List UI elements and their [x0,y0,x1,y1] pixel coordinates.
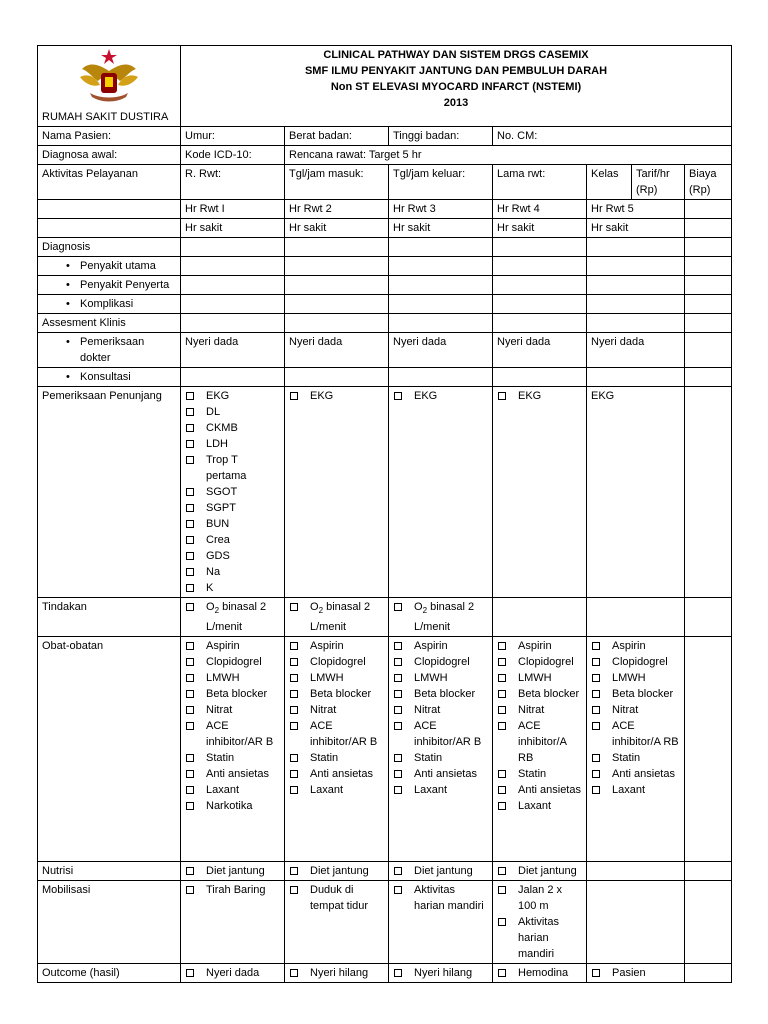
checkbox-narkotika-day1[interactable]: Narkotika [185,798,280,814]
biaya-label[interactable]: Biaya (Rp) [685,165,732,200]
hari-sakit-row [38,219,732,238]
hari-rawat-row [38,200,732,219]
checkbox-beta-blocker-day5[interactable]: Beta blocker [591,686,680,702]
checkbox-o2-day3[interactable]: $O_2$ binasal 2 L/menit [393,599,488,635]
checkbox-nitrat-day1[interactable]: Nitrat [185,702,280,718]
checkbox-jalan[interactable]: Jalan 2 x 100 m [497,882,582,914]
empty-cell [685,219,732,238]
tgl-keluar-label[interactable]: Tgl/jam keluar: [389,165,493,200]
obat-day5 [587,637,685,862]
nama-pasien-label[interactable]: Nama Pasien: [38,127,181,146]
hari-rawat-2: Hr Rwt 2 [285,200,389,219]
obat-day4 [493,637,587,862]
checkbox-lmwh-day1[interactable]: LMWH [185,670,280,686]
document-title [181,46,732,127]
obat-row [38,637,732,862]
checkbox-aspirin-day3[interactable]: Aspirin [393,638,488,654]
checkbox-nitrat-day2[interactable]: Nitrat [289,702,384,718]
umur-label[interactable]: Umur: [181,127,285,146]
hari-rawat-5: Hr Rwt 5 [587,200,685,219]
checkbox-beta-blocker-day4[interactable]: Beta blocker [497,686,582,702]
checkbox-outcome-day1[interactable]: Nyeri dada [185,965,280,981]
komplikasi-row [38,295,732,314]
checkbox-nitrat-day3[interactable]: Nitrat [393,702,488,718]
hari-rawat-1: Hr Rwt I [181,200,285,219]
title-line-1: CLINICAL PATHWAY DAN SISTEM DRGS CASEMIX [323,49,589,61]
checkbox-outcome-day2[interactable]: Nyeri hilang [289,965,384,981]
penyakit-utama-item: • Penyakit utama [54,258,176,274]
checkbox-diet-day2[interactable]: Diet jantung [289,863,384,879]
checkbox-ckmb[interactable]: CKMB [185,420,280,436]
checkbox-clopidogrel-day1[interactable]: Clopidogrel [185,654,280,670]
checkbox-k[interactable]: K [185,580,280,596]
no-cm-label[interactable]: No. CM: [493,127,732,146]
checkbox-trop-t[interactable]: Trop T pertama [185,452,280,484]
empty-cell [685,200,732,219]
checkbox-o2-day2[interactable]: $O_2$ binasal 2 L/menit [289,599,384,635]
checkbox-anti-ansietas-day1[interactable]: Anti ansietas [185,766,280,782]
diagnosis-row [38,238,732,257]
checkbox-ekg-day4[interactable]: EKG [497,388,582,404]
checkbox-diet-day3[interactable]: Diet jantung [393,863,488,879]
nyeri-dada-day4: Nyeri dada [493,333,587,368]
aktivitas-row [38,165,732,200]
checkbox-aspirin-day5[interactable]: Aspirin [591,638,680,654]
checkbox-beta-blocker-day2[interactable]: Beta blocker [289,686,384,702]
patient-row [38,127,732,146]
ruang-rawat-label[interactable]: R. Rwt: [181,165,285,200]
penyakit-penyerta-item: • Penyakit Penyerta [54,277,176,293]
checkbox-lmwh-day2[interactable]: LMWH [289,670,384,686]
checkbox-clopidogrel-day5[interactable]: Clopidogrel [591,654,680,670]
checkbox-lmwh-day5[interactable]: LMWH [591,670,680,686]
checkbox-gds[interactable]: GDS [185,548,280,564]
mobilisasi-row [38,881,732,964]
checkbox-beta-blocker-day1[interactable]: Beta blocker [185,686,280,702]
checkbox-ace-day5[interactable]: ACE inhibitor/A RB [591,718,680,750]
checkbox-anti-ansietas-day3[interactable]: Anti ansietas [393,766,488,782]
checkbox-aspirin-day2[interactable]: Aspirin [289,638,384,654]
checkbox-laxant-day1[interactable]: Laxant [185,782,280,798]
nyeri-dada-day5: Nyeri dada [587,333,685,368]
checkbox-outcome-day5[interactable]: Pasien [591,965,680,981]
checkbox-statin-day4[interactable]: Statin [497,766,582,782]
obat-day2 [285,637,389,862]
checkbox-nitrat-day4[interactable]: Nitrat [497,702,582,718]
pemeriksaan-dokter-item: • Pemeriksaan dokter [54,334,176,366]
checkbox-ace-day2[interactable]: ACE inhibitor/AR B [289,718,384,750]
checkbox-laxant-day5[interactable]: Laxant [591,782,680,798]
penyakit-penyerta-row [38,276,732,295]
logo-cell [38,46,181,127]
obat-day3 [389,637,493,862]
checkbox-lmwh-day4[interactable]: LMWH [497,670,582,686]
checkbox-ace-day1[interactable]: ACE inhibitor/AR B [185,718,280,750]
checkbox-beta-blocker-day3[interactable]: Beta blocker [393,686,488,702]
checkbox-diet-day1[interactable]: Diet jantung [185,863,280,879]
empty-cell [38,200,181,219]
nutrisi-row [38,862,732,881]
penunjang-day1 [181,387,285,598]
penunjang-label: Pemeriksaan Penunjang [38,387,181,598]
nutrisi-label: Nutrisi [38,862,181,881]
checkbox-na[interactable]: Na [185,564,280,580]
checkbox-aspirin-day4[interactable]: Aspirin [497,638,582,654]
checkbox-diet-day4[interactable]: Diet jantung [497,863,582,879]
diagnosis-label: Diagnosis [38,238,181,257]
checkbox-lmwh-day3[interactable]: LMWH [393,670,488,686]
kelas-label[interactable]: Kelas [587,165,632,200]
checkbox-ekg-day2[interactable]: EKG [289,388,384,404]
checkbox-sgot[interactable]: SGOT [185,484,280,500]
clinical-pathway-table [37,45,732,983]
checkbox-clopidogrel-day2[interactable]: Clopidogrel [289,654,384,670]
outcome-row [38,964,732,983]
pemeriksaan-dokter-row [38,333,732,368]
aktivitas-label: Aktivitas Pelayanan [38,165,181,200]
rencana-rawat-label[interactable]: Rencana rawat: Target 5 hr [285,146,732,165]
outcome-label: Outcome (hasil) [38,964,181,983]
checkbox-anti-ansietas-day2[interactable]: Anti ansietas [289,766,384,782]
checkbox-nitrat-day5[interactable]: Nitrat [591,702,680,718]
title-line-3: Non ST ELEVASI MYOCARD INFARCT (NSTEMI) [330,81,582,93]
checkbox-aktivitas-day4[interactable]: Aktivitas harian mandiri [497,914,582,962]
checkbox-crea[interactable]: Crea [185,532,280,548]
nyeri-dada-day1: Nyeri dada [181,333,285,368]
checkbox-outcome-day4[interactable]: Hemodina [497,965,582,981]
tarif-label[interactable]: Tarif/hr (Rp) [632,165,685,200]
checkbox-anti-ansietas-day4[interactable]: Anti ansietas [497,782,582,798]
checkbox-o2-day1[interactable]: $O_2$ binasal 2 L/menit [185,599,280,635]
hari-sakit-3: Hr sakit [389,219,493,238]
diagnosa-awal-row [38,146,732,165]
checkbox-clopidogrel-day3[interactable]: Clopidogrel [393,654,488,670]
checkbox-laxant-day3[interactable]: Laxant [393,782,488,798]
checkbox-dl[interactable]: DL [185,404,280,420]
checkbox-statin-day2[interactable]: Statin [289,750,384,766]
checkbox-laxant-day2[interactable]: Laxant [289,782,384,798]
hari-sakit-2: Hr sakit [285,219,389,238]
hari-sakit-1: Hr sakit [181,219,285,238]
assesment-label: Assesment Klinis [38,314,181,333]
tgl-masuk-label[interactable]: Tgl/jam masuk: [285,165,389,200]
checkbox-sgpt[interactable]: SGPT [185,500,280,516]
checkbox-clopidogrel-day4[interactable]: Clopidogrel [497,654,582,670]
penyakit-utama-row [38,257,732,276]
hospital-emblem-icon [76,47,142,105]
checkbox-outcome-day3[interactable]: Nyeri hilang [393,965,488,981]
obat-label: Obat-obatan [38,637,181,862]
empty-cell [38,219,181,238]
hospital-name: RUMAH SAKIT DUSTIRA [42,111,169,123]
nyeri-dada-day2: Nyeri dada [285,333,389,368]
title-line-2: SMF ILMU PENYAKIT JANTUNG DAN PEMBULUH DARAH [304,65,608,77]
konsultasi-row [38,368,732,387]
title-line-4: 2013 [443,97,469,109]
ekg-day5: EKG [591,390,615,402]
checkbox-tirah-baring[interactable]: Tirah Baring [185,882,280,898]
mobilisasi-label: Mobilisasi [38,881,181,964]
hari-rawat-4: Hr Rwt 4 [493,200,587,219]
diagnosa-awal-label[interactable]: Diagnosa awal: [38,146,181,165]
assesment-row [38,314,732,333]
obat-day1 [181,637,285,862]
tindakan-label: Tindakan [38,598,181,637]
checkbox-statin-day5[interactable]: Statin [591,750,680,766]
checkbox-ldh[interactable]: LDH [185,436,280,452]
checkbox-statin-day3[interactable]: Statin [393,750,488,766]
checkbox-aktivitas-day3[interactable]: Aktivitas harian mandiri [393,882,488,914]
checkbox-anti-ansietas-day5[interactable]: Anti ansietas [591,766,680,782]
checkbox-bun[interactable]: BUN [185,516,280,532]
checkbox-ekg[interactable]: EKG [185,388,280,404]
konsultasi-item: • Konsultasi [54,369,176,385]
tindakan-row [38,598,732,637]
hari-sakit-5: Hr sakit [587,219,685,238]
hari-sakit-4: Hr sakit [493,219,587,238]
checkbox-ace-day4[interactable]: ACE inhibitor/A RB [497,718,582,766]
checkbox-laxant-day4[interactable]: Laxant [497,798,582,814]
tinggi-badan-label[interactable]: Tinggi badan: [389,127,493,146]
lama-rawat-label[interactable]: Lama rwt: [493,165,587,200]
checkbox-statin-day1[interactable]: Statin [185,750,280,766]
kode-icd-label[interactable]: Kode ICD-10: [181,146,285,165]
berat-badan-label[interactable]: Berat badan: [285,127,389,146]
checkbox-ekg-day3[interactable]: EKG [393,388,488,404]
komplikasi-item: • Komplikasi [54,296,176,312]
hari-rawat-3: Hr Rwt 3 [389,200,493,219]
checkbox-duduk[interactable]: Duduk di tempat tidur [289,882,384,914]
checkbox-aspirin-day1[interactable]: Aspirin [185,638,280,654]
header-row [38,46,732,127]
nyeri-dada-day3: Nyeri dada [389,333,493,368]
penunjang-row [38,387,732,598]
checkbox-ace-day3[interactable]: ACE inhibitor/AR B [393,718,488,750]
